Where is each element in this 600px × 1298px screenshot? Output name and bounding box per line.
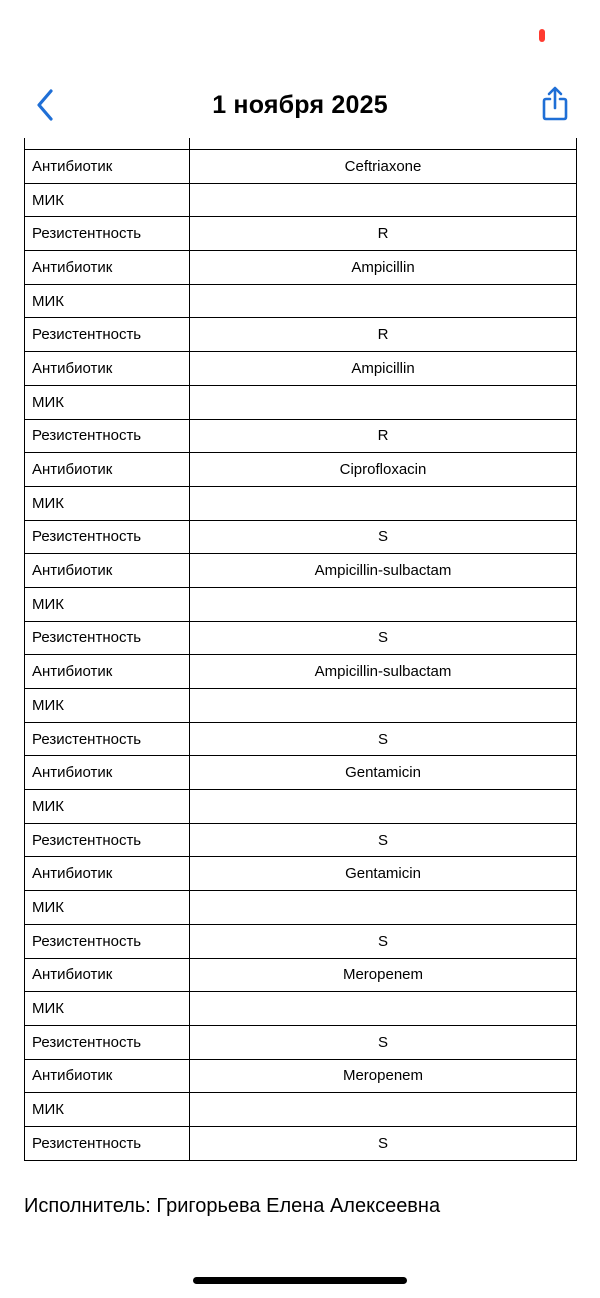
row-value [190,1093,577,1127]
row-value: Meropenem [190,958,577,992]
table-row [25,251,577,285]
table-row [25,352,577,386]
table-row [25,183,577,217]
row-label: Резистентность [25,217,190,251]
row-value: Gentamicin [190,857,577,891]
row-label: Антибиотик [25,251,190,285]
row-value: S [190,1126,577,1160]
table-row [25,924,577,958]
table-row [25,790,577,824]
row-label: Резистентность [25,1025,190,1059]
table-row [25,150,577,184]
row-value: Meropenem [190,1059,577,1093]
row-label: Резистентность [25,318,190,352]
row-value: Gentamicin [190,756,577,790]
row-value [190,891,577,925]
recording-indicator [539,29,545,42]
chevron-left-icon [36,89,54,121]
table-row [25,891,577,925]
row-label: МИК [25,385,190,419]
row-label: Антибиотик [25,352,190,386]
table-row [25,1126,577,1160]
row-value: S [190,924,577,958]
row-value: S [190,823,577,857]
row-label: МИК [25,1093,190,1127]
row-value: R [190,318,577,352]
table-row [25,992,577,1026]
table-row [25,453,577,487]
table-row [25,486,577,520]
row-value [190,587,577,621]
executor-text: Исполнитель: Григорьева Елена Алексеевна [24,1195,441,1217]
home-indicator[interactable] [193,1277,407,1284]
share-icon [540,86,570,122]
table-row [25,385,577,419]
row-label: Антибиотик [25,857,190,891]
table-row [25,621,577,655]
table-row [25,1025,577,1059]
row-value: Ceftriaxone [190,150,577,184]
row-label: Резистентность [25,520,190,554]
row-value [190,385,577,419]
row-label: Резистентность [25,924,190,958]
row-value: Ampicillin [190,352,577,386]
row-label: Антибиотик [25,554,190,588]
row-value [190,486,577,520]
row-value: Ampicillin [190,251,577,285]
row-label: Резистентность [25,823,190,857]
table-row [25,587,577,621]
table-row [25,689,577,723]
table-row [25,823,577,857]
row-label: МИК [25,790,190,824]
table-row [25,1093,577,1127]
row-label: Антибиотик [25,453,190,487]
row-value: S [190,520,577,554]
row-value [190,790,577,824]
results-table-container [24,138,577,1161]
row-value: Ampicillin-sulbactam [190,655,577,689]
row-value: S [190,621,577,655]
row-label: Резистентность [25,419,190,453]
table-row [25,217,577,251]
row-label: МИК [25,992,190,1026]
row-label: МИК [25,891,190,925]
row-label: Антибиотик [25,958,190,992]
table-row [25,554,577,588]
row-label: МИК [25,689,190,723]
row-value [190,284,577,318]
row-value: S [190,722,577,756]
row-value: S [190,1025,577,1059]
table-row [25,655,577,689]
row-label: МИК [25,486,190,520]
row-label: Резистентность [25,621,190,655]
row-value [190,992,577,1026]
row-label: МИК [25,587,190,621]
row-label: МИК [25,183,190,217]
back-button[interactable] [30,86,60,124]
row-value: R [190,419,577,453]
row-label: Антибиотик [25,655,190,689]
table-row [25,284,577,318]
table-row [25,419,577,453]
row-value: Ampicillin-sulbactam [190,554,577,588]
row-value: Ciprofloxacin [190,453,577,487]
share-button[interactable] [538,84,572,124]
table-row [25,722,577,756]
table-row [25,958,577,992]
page-title: 1 ноября 2025 [212,91,388,119]
table-continuation [24,138,577,149]
row-label: Антибиотик [25,150,190,184]
row-value [190,689,577,723]
antibiotic-results-table [24,149,577,1161]
row-label: Резистентность [25,722,190,756]
row-label: МИК [25,284,190,318]
row-value [190,183,577,217]
table-row [25,318,577,352]
row-label: Антибиотик [25,756,190,790]
table-row [25,857,577,891]
row-label: Антибиотик [25,1059,190,1093]
table-row [25,756,577,790]
row-label: Резистентность [25,1126,190,1160]
table-row [25,520,577,554]
row-value: R [190,217,577,251]
table-row [25,1059,577,1093]
